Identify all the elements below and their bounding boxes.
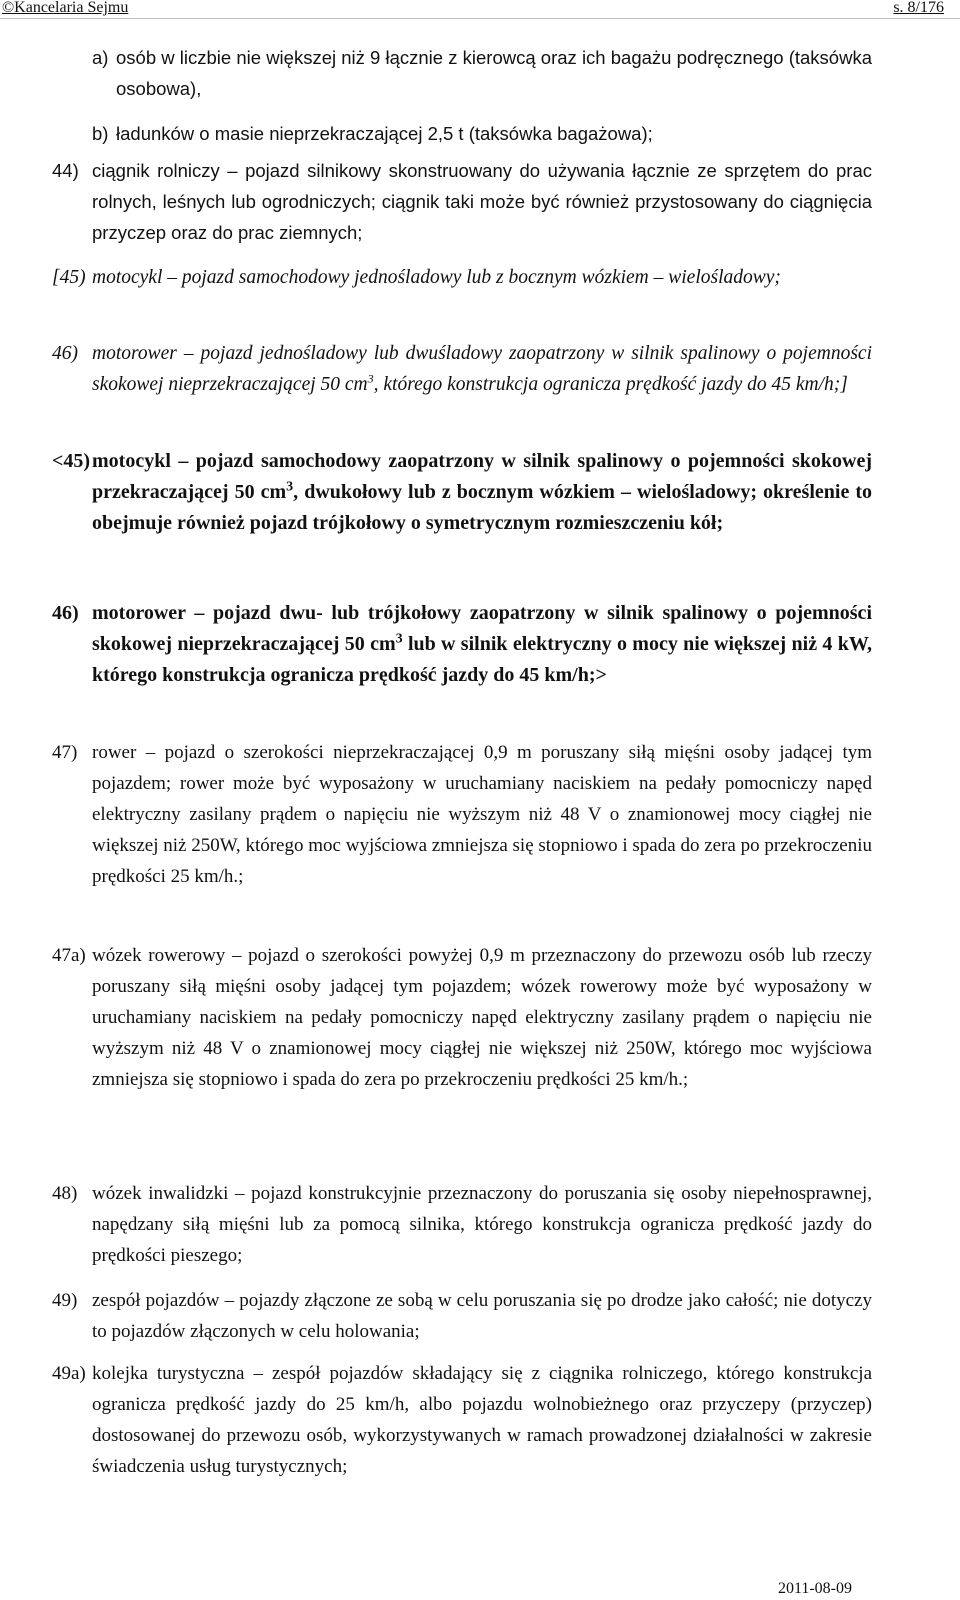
item-number: 46) — [52, 343, 78, 364]
item-text: zespół pojazdów – pojazdy złączone ze sobą w celu poruszania się po drodze jako całość; nie dotyczy to pojazdów złączonych w celu holowania; — [92, 1290, 872, 1342]
item-number: 46) — [52, 602, 79, 624]
item-number: 44) — [52, 160, 79, 181]
list-item-a — [92, 42, 872, 104]
list-item-45-new — [52, 446, 872, 539]
item-text-part: motorower – pojazd jednośladowy lub dwuśladowy zaopatrzony w silnik spalinowy o pojemności skokowej nieprzekraczającej 50 cm — [92, 343, 872, 395]
list-item-b — [92, 118, 872, 149]
item-text: rower – pojazd o szerokości nieprzekraczającej 0,9 m poruszany siłą mięśni osoby jadącej tym pojazdem; rower może być wyposażony w uruchamiany naciskiem na pedały pomocniczy napęd elektryczny zasilany prądem o napięciu nie wyższym niż 48 V o znamionowej mocy ciągłej nie większej niż 250W, którego moc wyjściowa zmniejsza się stopniowo i spada do zera po przekroczeniu prędkości 25 km/h.; — [92, 742, 872, 887]
list-item-46-new — [52, 598, 872, 691]
item-text — [52, 446, 872, 539]
item-number: 48) — [52, 1183, 78, 1204]
item-text-part: motocykl – pojazd samochodowy zaopatrzony w silnik spalinowy o pojemności skokowej przekraczającej 50 cm — [92, 450, 872, 503]
item-text: osób w liczbie nie większej niż 9 łącznie z kierowcą oraz ich bagażu podręcznego (taksówka osobowa), — [116, 47, 872, 99]
list-item-45-old — [52, 262, 872, 293]
list-item-47a — [52, 940, 872, 1095]
list-item-46-old — [52, 338, 872, 400]
list-item-49 — [52, 1285, 872, 1347]
item-text: kolejka turystyczna – zespół pojazdów składający się z ciągnika rolniczego, którego konstrukcja ogranicza prędkość jazdy do 25 km/h, albo pojazdu wolnobieżnego oraz przyczepy (przyczep) dostosowanej do przewozu osób, wykorzystywanych w ramach prowadzonej działalności w zakresie świadczenia usług turystycznych; — [92, 1363, 872, 1477]
item-text: ciągnik rolniczy – pojazd silnikowy skonstruowany do używania łącznie ze sprzętem do prac rolnych, leśnych lub ogrodniczych; ciągnik taki może być również przystosowany do ciągnięcia przyczep oraz do prac ziemnych; — [92, 160, 872, 243]
list-item-47 — [52, 737, 872, 892]
item-text-part: , dwukołowy lub z bocznym wózkiem – wielośladowy; określenie to obejmuje również pojazd trójkołowy o symetrycznym rozmieszczeniu kół; — [92, 481, 873, 534]
item-number: [45) — [52, 267, 86, 288]
list-item-49a — [52, 1358, 872, 1482]
item-number: 47) — [52, 742, 78, 763]
item-number: a) — [92, 47, 109, 68]
superscript: 3 — [367, 371, 374, 386]
header-publisher: ©Kancelaria Sejmu — [2, 0, 129, 16]
list-item-48 — [52, 1178, 872, 1271]
item-number: b) — [92, 123, 109, 144]
item-text-part: motorower – pojazd dwu- lub trójkołowy zaopatrzony w silnik spalinowy o pojemności skokowej nieprzekraczającej 50 cm — [92, 602, 872, 655]
item-text — [52, 598, 872, 691]
item-text — [52, 338, 872, 400]
item-text-part: , którego konstrukcja ogranicza prędkość jazdy do 45 km/h;] — [373, 374, 848, 395]
item-text: wózek rowerowy – pojazd o szerokości powyżej 0,9 m przeznaczony do przewozu osób lub rzeczy poruszany siłą mięśni osoby jadącej tym pojazdem; wózek rowerowy może być wyposażony w uruchamiany naciskiem na pedały pomocniczy napęd elektryczny zasilany prądem o napięciu nie wyższym niż 48 V o znamionowej mocy ciągłej nie większej niż 250W, którego moc wyjściowa zmniejsza się stopniowo i spada do zera po przekroczeniu prędkości 25 km/h.; — [92, 945, 872, 1090]
item-number: <45) — [52, 450, 91, 472]
footer-date: 2011-08-09 — [777, 1580, 852, 1597]
item-number: 49a) — [52, 1363, 86, 1384]
list-item-44 — [52, 155, 872, 248]
item-number: 49) — [52, 1290, 78, 1311]
header-page-number: s. 8/176 — [893, 0, 944, 16]
item-text-part: lub w silnik elektryczny o mocy nie większej niż 4 kW, którego konstrukcja ogranicza prędkość jazdy do 45 km/h;> — [92, 633, 872, 686]
item-text: ładunków o masie nieprzekraczającej 2,5 t (taksówka bagażowa); — [116, 123, 653, 144]
item-number: 47a) — [52, 945, 86, 966]
superscript: 3 — [286, 479, 294, 495]
item-text: motocykl – pojazd samochodowy jednośladowy lub z bocznym wózkiem – wielośladowy; — [92, 267, 781, 288]
item-text: wózek inwalidzki – pojazd konstrukcyjnie przeznaczony do poruszania się osoby niepełnosprawnej, napędzany siłą mięśni lub za pomocą silnika, którego konstrukcja ogranicza prędkość jazdy do prędkości pieszego; — [92, 1183, 872, 1266]
superscript: 3 — [395, 631, 403, 647]
